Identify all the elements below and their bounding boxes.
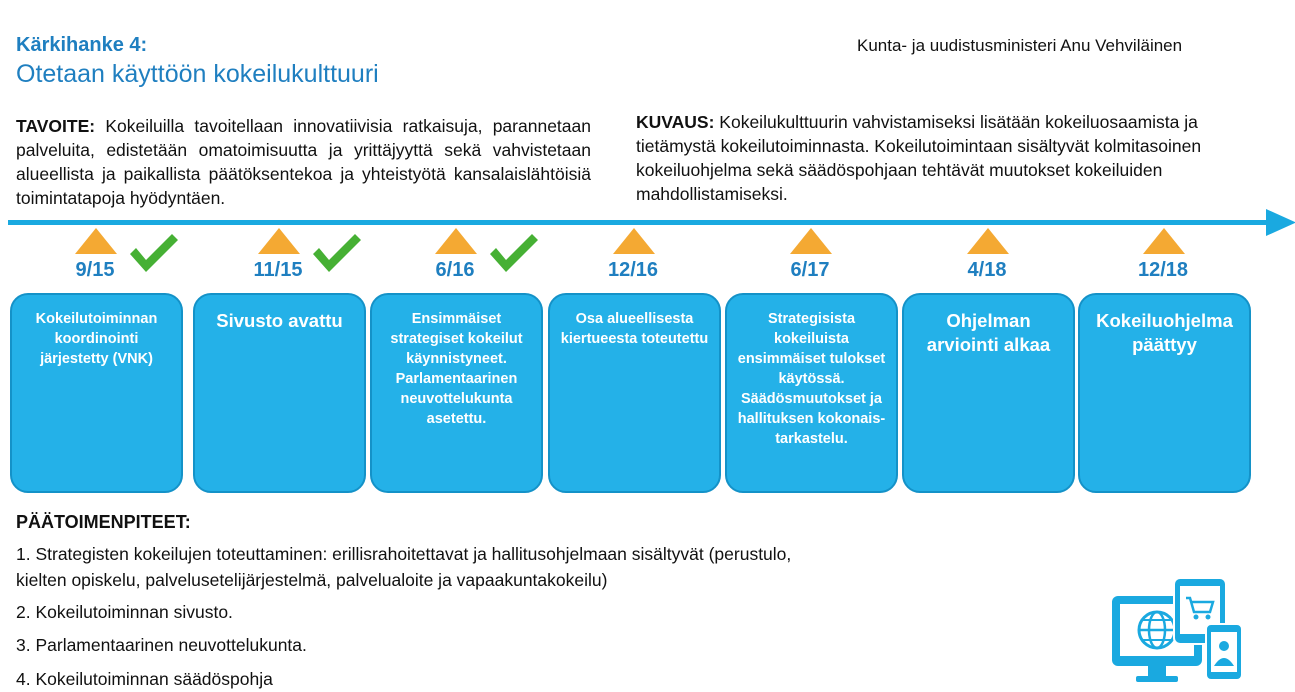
milestone-date: 12/16 <box>607 259 659 281</box>
milestone-box: Kokeilutoiminnan koordinointi järjestetty (VNK) <box>10 293 183 493</box>
devices-icon <box>1108 574 1248 686</box>
milestone-date: 12/18 <box>1137 259 1189 281</box>
milestone-box: Ohjelman arviointi alkaa <box>902 293 1075 493</box>
action-item: 1. Strategisten kokeilujen toteuttaminen: erillisrahoitettavat ja hallitusohjelmaan sisältyvät (perustulo, kielten opiskelu, palvelusetelijärjestelmä, palvelualoite ja vapaakuntakokeilu) <box>16 544 792 590</box>
milestone-triangle-icon <box>613 228 655 254</box>
milestone-box: Kokeiluohjelma päättyy <box>1078 293 1251 493</box>
action-item: 3. Parlamentaarinen neuvottelukunta. <box>16 635 307 655</box>
header-label: Kärkihanke 4: <box>16 34 148 56</box>
actions-title: PÄÄTOIMENPITEET: <box>16 512 191 532</box>
milestone-box: Osa alueellisesta kiertueesta toteutettu <box>548 293 721 493</box>
milestone-date: 4/18 <box>967 259 1007 281</box>
milestone-triangle-icon <box>967 228 1009 254</box>
kuvaus-label: KUVAUS: <box>636 112 715 132</box>
kuvaus-block <box>636 110 1241 206</box>
kuvaus-text: Kokeilukulttuurin vahvistamiseksi lisätään kokeiluosaamista ja tietämystä kokeilutoiminnasta. Kokeilutoimintaan sisältyvät kolmitasoinen kokeiluohjelma sekä säädöspohjaan tehtävät muutokset kokeiluiden mahdollistamiseksi. <box>636 112 1202 204</box>
milestone-triangle-icon <box>1143 228 1185 254</box>
milestone-date: 6/16 <box>435 259 475 281</box>
check-icon <box>128 232 180 274</box>
tavoite-label: TAVOITE: <box>16 116 96 136</box>
tavoite-block <box>16 114 591 210</box>
milestone-date: 9/15 <box>75 259 115 281</box>
check-icon <box>488 232 540 274</box>
milestone-triangle-icon <box>790 228 832 254</box>
milestone-box: Ensimmäiset strategiset kokeilut käynnistyneet. Parlamentaarinen neuvottelukunta asetettu. <box>370 293 543 493</box>
milestone-box: Sivusto avattu <box>193 293 366 493</box>
milestone-triangle-icon <box>435 228 477 254</box>
milestone-box: Strategisista kokeiluista ensimmäiset tulokset käytössä. Säädösmuutokset ja hallituksen kokonais-tarkastelu. <box>725 293 898 493</box>
milestone-triangle-icon <box>75 228 117 254</box>
action-item: 2. Kokeilutoiminnan sivusto. <box>16 602 233 622</box>
milestone-date: 6/17 <box>790 259 830 281</box>
action-item: 4. Kokeilutoiminnan säädöspohja <box>16 669 273 689</box>
milestone-triangle-icon <box>258 228 300 254</box>
page-title: Otetaan käyttöön kokeilukulttuuri <box>16 60 379 88</box>
tavoite-text: Kokeiluilla tavoitellaan innovatiivisia ratkaisuja, parannetaan palveluita, edistetään omatoimisuutta ja yrittäjyyttä sekä vahvistetaan alueellista ja paikallista päätöksentekoa ja yhteistyötä kansalaislähtöisiä toimintatapoja hyödyntäen. <box>16 116 591 208</box>
milestone-date: 11/15 <box>253 259 303 281</box>
minister-name: Kunta- ja uudistusministeri Anu Vehviläinen <box>857 36 1183 55</box>
check-icon <box>311 232 363 274</box>
